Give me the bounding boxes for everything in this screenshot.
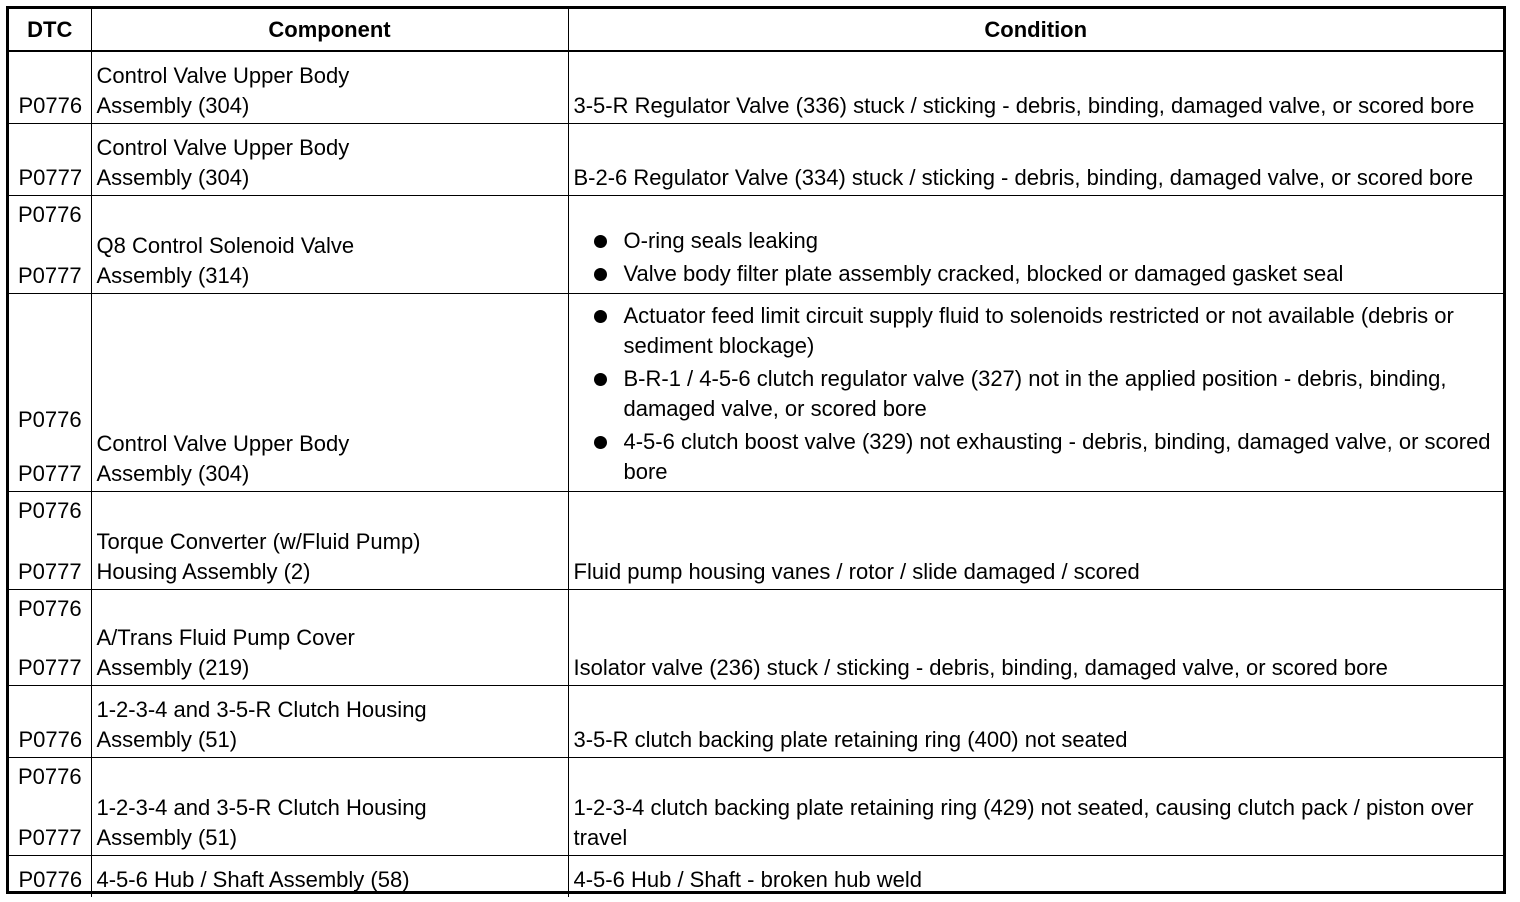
condition-bullet-text: Valve body filter plate assembly cracked, blocked or damaged gasket seal (623, 260, 1344, 286)
dtc-table-frame (6, 6, 1506, 894)
dtc-cell (9, 195, 91, 293)
condition-bullet (574, 301, 1500, 361)
dtc-cell (9, 491, 91, 589)
component-cell (91, 195, 568, 293)
component-line: Assembly (304) (96, 164, 250, 190)
condition-cell: 4-5-6 Hub / Shaft - broken hub weld (568, 855, 1503, 897)
condition-bullet-list (574, 226, 1500, 291)
dtc-cell (9, 685, 91, 757)
component-cell (91, 855, 568, 897)
table-row (9, 123, 1503, 195)
condition-cell: 3-5-R clutch backing plate retaining ring (400) not seated (568, 685, 1503, 757)
condition-cell: Fluid pump housing vanes / rotor / slide damaged / scored (568, 491, 1503, 589)
component-cell (91, 491, 568, 589)
dtc-code: P0777 (18, 164, 83, 190)
dtc-code: P0777 (17, 460, 82, 486)
bullet-dot-icon (594, 373, 607, 386)
component-line: Assembly (304) (96, 92, 250, 118)
condition-bullet-text: B-R-1 / 4-5-6 clutch regulator valve (327) not in the applied position - debris, binding, damaged valve, or scored bore (623, 365, 1447, 421)
component-line: A/Trans Fluid Pump Cover (96, 624, 355, 650)
condition-cell: 3-5-R Regulator Valve (336) stuck / sticking - debris, binding, damaged valve, or scored bore (568, 51, 1503, 123)
component-line: Torque Converter (w/Fluid Pump) (96, 528, 421, 554)
dtc-code: P0776 (17, 763, 82, 789)
component-cell (91, 123, 568, 195)
table-row (9, 293, 1503, 491)
condition-bullet (574, 259, 1500, 289)
component-line: Q8 Control Solenoid Valve (96, 232, 355, 258)
condition-cell (568, 293, 1503, 491)
component-line: Control Valve Upper Body (96, 134, 350, 160)
dtc-table (9, 9, 1503, 897)
dtc-cell (9, 855, 91, 897)
component-line: Assembly (51) (96, 824, 238, 850)
header-dtc: DTC (9, 9, 91, 51)
table-header-row (9, 9, 1503, 51)
component-line: Assembly (51) (96, 726, 238, 752)
table-row (9, 491, 1503, 589)
dtc-code: P0776 (18, 92, 83, 118)
component-cell (91, 757, 568, 855)
component-cell (91, 293, 568, 491)
component-line: Assembly (219) (96, 654, 250, 680)
dtc-code: P0777 (17, 262, 82, 288)
dtc-code: P0777 (17, 558, 82, 584)
table-row (9, 589, 1503, 685)
dtc-code: P0776 (17, 201, 82, 227)
bullet-dot-icon (594, 436, 607, 449)
condition-cell: B-2-6 Regulator Valve (334) stuck / sticking - debris, binding, damaged valve, or scored bore (568, 123, 1503, 195)
condition-cell: Isolator valve (236) stuck / sticking - debris, binding, damaged valve, or scored bore (568, 589, 1503, 685)
dtc-code: P0776 (17, 406, 82, 432)
dtc-code: P0776 (17, 595, 82, 621)
dtc-cell (9, 51, 91, 123)
dtc-code: P0776 (17, 497, 82, 523)
header-component: Component (91, 9, 568, 51)
header-condition: Condition (568, 9, 1503, 51)
dtc-code: P0776 (18, 867, 83, 892)
table-row (9, 51, 1503, 123)
dtc-code: P0776 (18, 726, 83, 752)
condition-cell (568, 195, 1503, 293)
dtc-code: P0777 (17, 824, 82, 850)
dtc-cell (9, 757, 91, 855)
condition-bullet-list (574, 301, 1500, 489)
condition-bullet (574, 427, 1500, 487)
component-line: Assembly (304) (96, 460, 250, 486)
component-cell (91, 51, 568, 123)
component-line: 1-2-3-4 and 3-5-R Clutch Housing (96, 696, 427, 722)
condition-bullet-text: O-ring seals leaking (623, 227, 818, 253)
component-line: Control Valve Upper Body (96, 430, 350, 456)
table-row (9, 757, 1503, 855)
component-cell (91, 589, 568, 685)
component-cell (91, 685, 568, 757)
component-line: Housing Assembly (2) (96, 558, 311, 584)
table-row (9, 685, 1503, 757)
condition-bullet-text: 4-5-6 clutch boost valve (329) not exhausting - debris, binding, damaged valve, or scored bore (623, 428, 1491, 484)
bullet-dot-icon (594, 235, 607, 248)
dtc-code: P0777 (17, 654, 82, 680)
condition-bullet (574, 364, 1500, 424)
component-line: 4-5-6 Hub / Shaft Assembly (58) (96, 867, 410, 892)
dtc-cell (9, 123, 91, 195)
component-line: Control Valve Upper Body (96, 62, 350, 88)
condition-bullet-text: Actuator feed limit circuit supply fluid to solenoids restricted or not available (debris or sediment blockage) (623, 302, 1454, 358)
dtc-cell (9, 589, 91, 685)
condition-cell: 1-2-3-4 clutch backing plate retaining ring (429) not seated, causing clutch pack / piston over travel (568, 757, 1503, 855)
table-row (9, 195, 1503, 293)
component-line: 1-2-3-4 and 3-5-R Clutch Housing (96, 794, 427, 820)
bullet-dot-icon (594, 268, 607, 281)
table-row (9, 855, 1503, 897)
bullet-dot-icon (594, 310, 607, 323)
dtc-cell (9, 293, 91, 491)
condition-bullet (574, 226, 1500, 256)
component-line: Assembly (314) (96, 262, 250, 288)
